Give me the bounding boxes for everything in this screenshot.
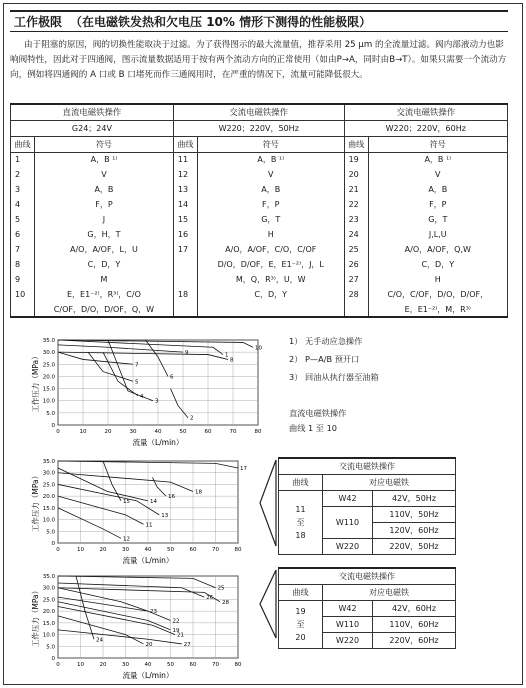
chart-caption	[289, 406, 346, 436]
y-tick-label: 0	[51, 423, 55, 429]
curve-number-cell: 16	[173, 227, 197, 242]
series-label: 1	[225, 352, 229, 359]
group-voltage-ac60: W220；220V，60Hz	[344, 120, 507, 136]
group-voltage-ac50: W220；220V，50Hz	[173, 120, 344, 136]
series-label: 14	[150, 498, 157, 505]
symbol-cell: G，H，T	[35, 227, 174, 242]
symbol-cell: V	[197, 167, 344, 182]
pointer-arrow-2	[258, 568, 278, 640]
x-tick-label: 40	[154, 429, 162, 435]
group-title-ac50: 交流电磁铁操作	[173, 104, 344, 120]
x-tick-label: 20	[99, 662, 107, 668]
y-tick-label: 5.0	[46, 529, 55, 536]
chart-dc-curves	[30, 330, 275, 450]
series-label: 17	[240, 466, 247, 473]
symbol-cell: V	[368, 167, 507, 182]
mini-curve-to: 20	[295, 632, 306, 642]
curve-number-cell: 12	[173, 167, 197, 182]
footnote-1: 1） 无手动应急操作	[289, 336, 363, 346]
y-tick-label: 30.0	[42, 585, 55, 592]
curve-number-cell: 22	[344, 197, 368, 212]
curve-number-cell: 2	[11, 167, 35, 182]
y-tick-label: 20.0	[42, 494, 55, 501]
x-tick-label: 30	[122, 547, 129, 553]
y-tick-label: 35.0	[42, 574, 55, 580]
table-row	[11, 302, 508, 317]
symbol-cell: F，P	[368, 197, 507, 212]
mini-curve-to-word: 至	[296, 619, 305, 629]
symbol-cell: A/O，A/OF，L，U	[35, 242, 174, 257]
caption-line-2: 曲线 1 至 10	[289, 423, 337, 433]
x-tick-label: 20	[104, 429, 112, 435]
symbol-cell: C，D，Y	[35, 257, 174, 272]
series-label: 21	[177, 632, 184, 639]
curve-number-cell: 14	[173, 197, 197, 212]
table-body	[11, 152, 508, 317]
curve-number-cell: 18	[173, 287, 197, 302]
symbol-cell: E，E1⁻²⁾，M，R³⁾	[368, 302, 507, 317]
x-tick-label: 70	[212, 662, 219, 668]
table-row	[11, 212, 508, 227]
y-axis-label: 工作压力（MPa）	[31, 352, 40, 413]
footnote-3: 3） 回油从执行器至油箱	[289, 372, 379, 382]
curve-number-cell: 28	[344, 287, 368, 302]
curve-number-cell	[173, 302, 197, 317]
mini-code: W110	[323, 506, 373, 538]
curve-number-cell: 26	[344, 257, 368, 272]
intro-paragraph: 由于阻塞的原因，阀的切换性能取决于过滤。为了获得图示的最大流量值，推荐采用 25 μm 的全流量过滤。阀内部液动力也影响阀特性，因此对于四通阀，图示流量数据适用于按有两个流动方向的正常使用（如由P→A，同时由B→T）。如果只需要一个流动方向，例如将四通阀的 A 口或 B 口堵死而作三通阀用时，在严重的情况下，流量可能降低很大。	[10, 40, 507, 80]
y-tick-label: 10.0	[42, 632, 55, 639]
x-tick-label: 70	[212, 547, 219, 553]
group-voltage-dc: G24；24V	[11, 120, 174, 136]
symbol-cell: A，B ¹⁾	[35, 152, 174, 167]
curve-number-cell: 5	[11, 212, 35, 227]
y-tick-label: 25.0	[42, 597, 55, 604]
mini-curve-range	[279, 490, 323, 554]
curve-number-cell: 24	[344, 227, 368, 242]
y-tick-label: 0	[51, 541, 55, 547]
series-label: 15	[123, 498, 130, 505]
symbol-cell: M	[35, 272, 174, 287]
curve-number-cell	[173, 257, 197, 272]
series-label: 23	[150, 609, 157, 616]
series-label: 7	[135, 362, 139, 369]
series-label: 3	[155, 398, 159, 405]
pointer-arrow-1	[258, 458, 278, 548]
symbol-cell: V	[35, 167, 174, 182]
solenoid-table-ac50	[278, 457, 456, 555]
series-label: 9	[185, 350, 189, 357]
mini-col-curve: 曲线	[279, 474, 323, 490]
symbol-cell: J,L,U	[368, 227, 507, 242]
mini-caption: 交流电磁铁操作	[279, 458, 456, 474]
x-tick-label: 0	[56, 662, 60, 668]
table-row	[11, 287, 508, 302]
mini-voltage: 120V，60Hz	[373, 522, 456, 538]
x-tick-label: 20	[99, 547, 107, 553]
solenoid-table-ac60	[278, 567, 456, 649]
y-tick-label: 15.0	[42, 505, 55, 512]
table-row	[11, 242, 508, 257]
mini-voltage: 110V，50Hz	[373, 506, 456, 522]
col-curve: 曲线	[173, 136, 197, 152]
series-label: 2	[190, 415, 194, 422]
y-tick-label: 0	[51, 656, 55, 662]
curve-number-cell: 8	[11, 257, 35, 272]
series-label: 4	[140, 393, 144, 400]
curve-number-cell: 6	[11, 227, 35, 242]
table-row	[11, 257, 508, 272]
x-tick-label: 10	[79, 429, 87, 435]
x-tick-label: 60	[189, 547, 197, 553]
footnotes	[289, 332, 379, 386]
series-label: 12	[123, 536, 130, 543]
table-row	[11, 152, 508, 167]
symbol-cell: C，D，Y	[197, 287, 344, 302]
mini-curve-to-word: 至	[296, 517, 305, 527]
y-tick-label: 20.0	[42, 374, 55, 381]
y-tick-label: 15.0	[42, 386, 55, 393]
curve-number-cell: 19	[344, 152, 368, 167]
x-tick-label: 40	[144, 547, 152, 553]
symbol-cell: M，Q，R³⁾，U，W	[197, 272, 344, 287]
series-label: 16	[168, 494, 175, 501]
x-tick-label: 10	[77, 662, 84, 668]
mini-code: W42	[323, 600, 373, 616]
x-tick-label: 30	[122, 662, 129, 668]
symbol-cell: A/O，A/OF，Q,W	[368, 242, 507, 257]
x-tick-label: 0	[56, 429, 60, 435]
y-tick-label: 35.0	[42, 459, 55, 465]
mini-voltage: 220V，60Hz	[373, 632, 456, 648]
curve-number-cell	[11, 302, 35, 317]
mini-voltage: 220V，50Hz	[373, 538, 456, 554]
symbol-cell: G，T	[197, 212, 344, 227]
table-row	[11, 182, 508, 197]
mini-code: W42	[323, 490, 373, 506]
section-subtitle: （在电磁铁发热和欠电压 10% 情形下测得的性能极限）	[70, 15, 372, 29]
series-label: 24	[96, 637, 103, 644]
y-axis-label: 工作压力（MPa）	[31, 471, 40, 533]
mini-curve-from: 11	[295, 504, 306, 514]
series-label: 11	[145, 522, 153, 529]
curve-number-cell: 13	[173, 182, 197, 197]
section-title: 工作极限	[14, 15, 63, 29]
mini-voltage: 42V，50Hz	[373, 490, 456, 506]
symbol-cell: A，B	[35, 182, 174, 197]
column-header-row	[11, 136, 508, 152]
table-row	[11, 167, 508, 182]
symbol-cell: A，B	[197, 182, 344, 197]
symbol-cell: C/O，C/OF，D/O，D/OF，	[368, 287, 507, 302]
x-tick-label: 40	[144, 662, 152, 668]
curve-number-cell: 9	[11, 272, 35, 287]
caption-line-1: 直流电磁铁操作	[289, 408, 347, 418]
y-tick-label: 35.0	[42, 338, 55, 344]
y-tick-label: 25.0	[42, 482, 55, 489]
x-tick-label: 80	[234, 662, 242, 668]
mini-code: W220	[323, 538, 373, 554]
col-curve: 曲线	[344, 136, 368, 152]
x-tick-label: 0	[56, 547, 60, 553]
voltage-row	[11, 120, 508, 136]
symbol-cell: E，E1⁻²⁾，R³⁾，C/O	[35, 287, 174, 302]
y-tick-label: 5.0	[46, 644, 55, 651]
curve-number-cell: 7	[11, 242, 35, 257]
chart-ac50-curves	[30, 455, 275, 570]
x-tick-label: 50	[167, 547, 174, 553]
series-label: 19	[172, 627, 180, 634]
symbol-cell: G，T	[368, 212, 507, 227]
group-header-row	[11, 104, 508, 120]
y-tick-label: 5.0	[46, 410, 55, 417]
x-tick-label: 70	[229, 429, 237, 435]
y-axis-label: 工作压力（MPa）	[31, 586, 40, 648]
col-symbol: 符号	[368, 136, 507, 152]
symbol-cell: A，B ¹⁾	[368, 152, 507, 167]
x-axis-label: 流量（L/min）	[122, 556, 174, 565]
curve-number-cell: 4	[11, 197, 35, 212]
x-tick-label: 50	[167, 662, 174, 668]
x-tick-label: 60	[204, 429, 212, 435]
curve-number-cell: 15	[173, 212, 197, 227]
col-symbol: 符号	[197, 136, 344, 152]
y-tick-label: 20.0	[42, 609, 55, 616]
group-title-ac60: 交流电磁铁操作	[344, 104, 507, 120]
y-tick-label: 15.0	[42, 620, 55, 627]
series-label: 20	[145, 641, 153, 648]
curve-number-cell	[173, 272, 197, 287]
curve-number-cell	[344, 302, 368, 317]
curve-number-cell: 25	[344, 242, 368, 257]
x-tick-label: 80	[254, 429, 262, 435]
symbol-cell: H	[197, 227, 344, 242]
mini-caption: 交流电磁铁操作	[279, 568, 456, 584]
x-tick-label: 60	[189, 662, 197, 668]
table-row	[11, 227, 508, 242]
curve-number-cell: 10	[11, 287, 35, 302]
mini-col-solenoid: 对应电磁铁	[323, 584, 456, 600]
chart-ac60-curves	[30, 570, 275, 685]
series-label: 18	[195, 489, 202, 496]
x-axis-label: 流量（L/min）	[132, 438, 184, 447]
symbol-cell: C，D，Y	[368, 257, 507, 272]
curve-number-cell: 1	[11, 152, 35, 167]
x-tick-label: 10	[77, 547, 84, 553]
mini-curve-range	[279, 600, 323, 648]
series-label: 10	[255, 345, 262, 352]
symbol-cell: A/O，A/OF，C/O，C/OF	[197, 242, 344, 257]
x-axis-label: 流量（L/min）	[122, 671, 174, 680]
curve-number-cell: 27	[344, 272, 368, 287]
x-tick-label: 30	[129, 429, 137, 435]
symbol-cell: J	[35, 212, 174, 227]
series-label: 25	[217, 585, 225, 592]
y-tick-label: 25.0	[42, 362, 55, 369]
curve-number-cell: 17	[173, 242, 197, 257]
symbol-cell: C/OF，D/O，D/OF，Q，W	[35, 302, 174, 317]
y-tick-label: 30.0	[42, 350, 55, 357]
curve-number-cell: 23	[344, 212, 368, 227]
curve-number-cell: 11	[173, 152, 197, 167]
symbol-cell: F，P	[35, 197, 174, 212]
group-title-dc: 直流电磁铁操作	[11, 104, 174, 120]
series-label: 27	[183, 641, 191, 648]
x-tick-label: 50	[179, 429, 187, 435]
mini-code: W220	[323, 632, 373, 648]
symbol-cell: F，P	[197, 197, 344, 212]
symbol-cell: D/O，D/OF，E，E1⁻²⁾，J，L	[197, 257, 344, 272]
mini-voltage: 110V，60Hz	[373, 616, 456, 632]
symbol-cell	[197, 302, 344, 317]
col-curve: 曲线	[11, 136, 35, 152]
series-label: 8	[230, 357, 234, 364]
symbol-cell: A，B ¹⁾	[197, 152, 344, 167]
table-row	[11, 272, 508, 287]
mini-col-curve: 曲线	[279, 584, 323, 600]
curve-number-cell: 3	[11, 182, 35, 197]
y-tick-label: 10.0	[42, 398, 55, 405]
y-tick-label: 10.0	[42, 517, 55, 524]
table-row	[11, 197, 508, 212]
series-label: 22	[172, 618, 180, 625]
x-tick-label: 80	[234, 547, 242, 553]
series-label: 13	[161, 512, 169, 519]
mini-curve-to: 18	[295, 530, 306, 540]
section-title-bar	[10, 10, 508, 32]
mini-col-solenoid: 对应电磁铁	[323, 474, 456, 490]
mini-voltage: 42V，60Hz	[373, 600, 456, 616]
footnote-2: 2） P—A/B 预开口	[289, 354, 360, 364]
curve-symbol-table	[10, 103, 508, 318]
mini-code: W110	[323, 616, 373, 632]
series-label: 5	[135, 379, 139, 386]
series-label: 6	[170, 374, 174, 381]
symbol-cell: H	[368, 272, 507, 287]
series-label: 26	[206, 595, 214, 602]
curve-number-cell: 20	[344, 167, 368, 182]
col-symbol: 符号	[35, 136, 174, 152]
y-tick-label: 30.0	[42, 470, 55, 477]
curve-number-cell: 21	[344, 182, 368, 197]
series-label: 28	[222, 599, 229, 606]
mini-curve-from: 19	[295, 606, 306, 616]
symbol-cell: A，B	[368, 182, 507, 197]
